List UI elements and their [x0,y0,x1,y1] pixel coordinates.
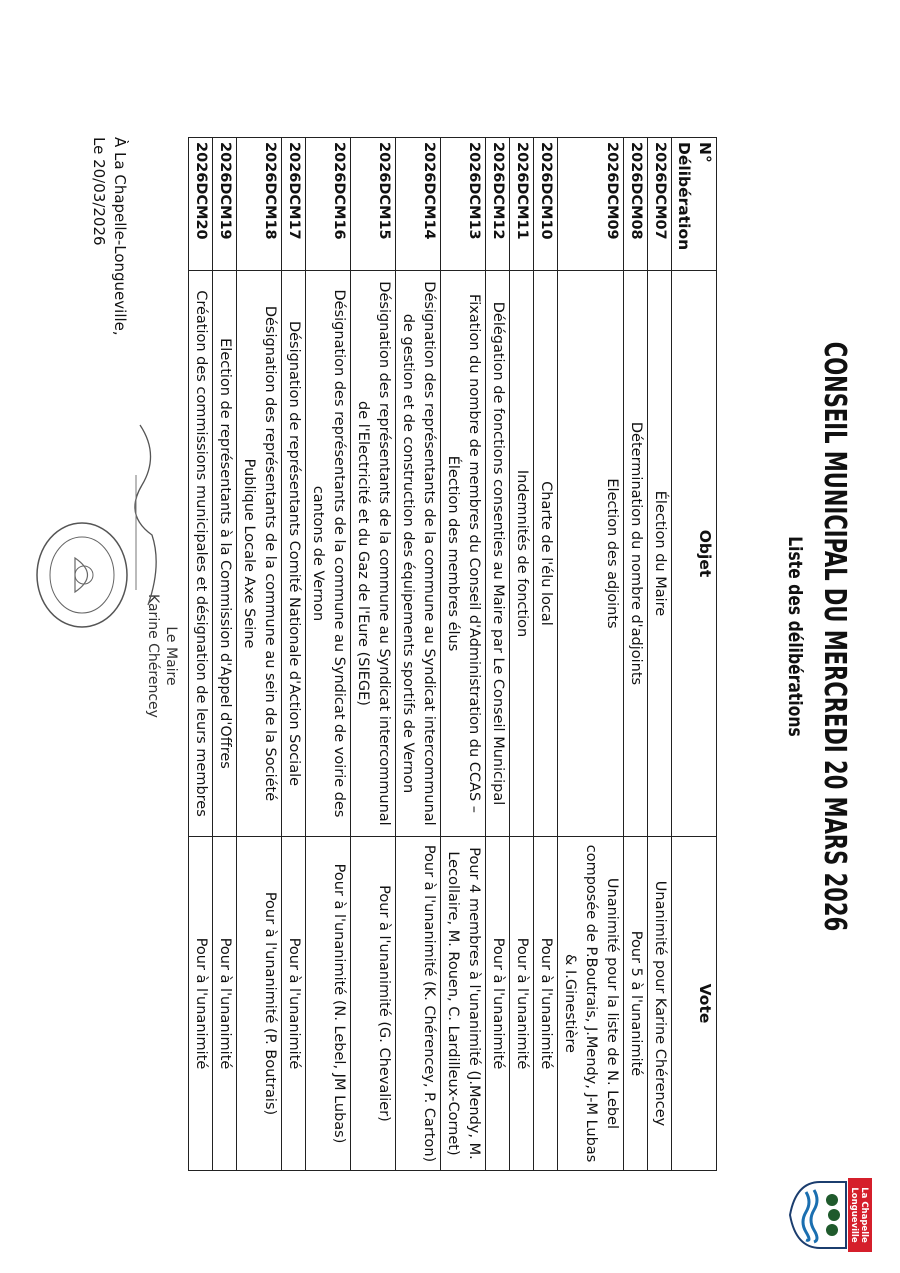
row-object: Désignation des représentants de la commune au Syndicat intercommunal de gestion et de construction des équipements sportifs de Vernon [396,271,441,837]
table-row [351,138,396,1171]
row-vote: Pour à l'unanimité (N. Lebel, JM Lubas) [306,837,351,1171]
row-vote: Pour à l'unanimité (G. Chevalier) [351,837,396,1171]
logo-text-line2: Longueville [849,1187,859,1243]
table-row [510,138,534,1171]
row-number: 2026DCM19 [213,138,237,271]
header-number: N° Délibération [672,138,717,271]
header-vote: Vote [672,837,717,1171]
row-vote: Pour à l'unanimité [510,837,534,1171]
row-vote: Pour à l'unanimité [189,837,213,1171]
row-number: 2026DCM12 [486,138,510,271]
table-row [624,138,648,1171]
row-number: 2026DCM09 [558,138,624,271]
row-object: Désignation de représentants Comité Nationale d'Action Sociale [282,271,306,837]
table-row [648,138,672,1171]
table-row [237,138,282,1171]
row-object: Désignation des représentants de la commune au sein de la Société Publique Locale Axe Seine [237,271,282,837]
table-row [558,138,624,1171]
row-number: 2026DCM11 [510,138,534,271]
table-header-row [672,138,717,1171]
table-row [486,138,510,1171]
row-number: 2026DCM07 [648,138,672,271]
row-number: 2026DCM20 [189,138,213,271]
row-number: 2026DCM15 [351,138,396,271]
footer-place: À La Chapelle-Longueville, [111,137,129,336]
row-object: Charte de l'élu local [534,271,558,837]
row-vote: Pour 5 à l'unanimité [624,837,648,1171]
table-row [441,138,486,1171]
table-row [396,138,441,1171]
row-number: 2026DCM10 [534,138,558,271]
row-object: Election des adjoints [558,271,624,837]
page-title: CONSEIL MUNICIPAL DU MERCREDI 20 MARS 2026 [817,341,852,932]
row-vote: Pour à l'unanimité [486,837,510,1171]
handwritten-signature [130,415,170,615]
row-vote: Pour à l'unanimité (P. Boutrais) [237,837,282,1171]
table-row [189,138,213,1171]
row-vote: Unanimité pour la liste de N. Lebel composée de P.Boutrais, J.Mendy, J-M Lubas & I.Ginestière [558,837,624,1171]
row-vote: Unanimité pour Karine Chérencey [648,837,672,1171]
row-object: Indemnités de fonction [510,271,534,837]
footer-date: Le 20/03/2026 [90,137,108,246]
row-object: Création des commissions municipales et désignation de leurs membres [189,271,213,837]
table-row [282,138,306,1171]
row-vote: Pour à l'unanimité [534,837,558,1171]
row-vote: Pour 4 membres à l'unanimité (J.Mendy, M. Lecollaire, M. Rouen, C. Lardilleux-Cornet) [441,837,486,1171]
row-number: 2026DCM17 [282,138,306,271]
row-number: 2026DCM18 [237,138,282,271]
row-number: 2026DCM14 [396,138,441,271]
row-vote: Pour à l'unanimité [282,837,306,1171]
page-subtitle: Liste des délibérations [784,536,806,737]
commune-logo [788,1178,872,1252]
row-vote: Pour à l'unanimité (K. Chérencey, P. Carton) [396,837,441,1171]
table-row [534,138,558,1171]
row-object: Désignation des représentants de la commune au Syndicat intercommunal de l'Electricité et du Gaz de l'Eure (SIEGE) [351,271,396,837]
row-object: Élection du Maire [648,271,672,837]
row-object: Délégation de fonctions consenties au Maire par Le Conseil Municipal [486,271,510,837]
row-object: Détermination du nombre d'adjoints [624,271,648,837]
table-row [306,138,351,1171]
signature-name: Karine Chérencey [145,594,161,718]
signature-title: Le Maire [163,626,179,686]
row-object: Election de représentants à la Commission d'Appel d'Offres [213,271,237,837]
footer-place-date [88,137,130,336]
table-row [213,138,237,1171]
logo-text-line1: La Chapelle [859,1187,869,1243]
row-object: Fixation du nombre de membres du Conseil d'Administration du CCAS – Élection des membres élus [441,271,486,837]
town-hall-seal [34,520,130,630]
row-number: 2026DCM16 [306,138,351,271]
row-number: 2026DCM08 [624,138,648,271]
header-object: Objet [672,271,717,837]
row-number: 2026DCM13 [441,138,486,271]
row-vote: Pour à l'unanimité [213,837,237,1171]
row-object: Désignation des représentants de la commune au Syndicat de voirie des cantons de Vernon [306,271,351,837]
deliberations-table [188,137,717,1171]
